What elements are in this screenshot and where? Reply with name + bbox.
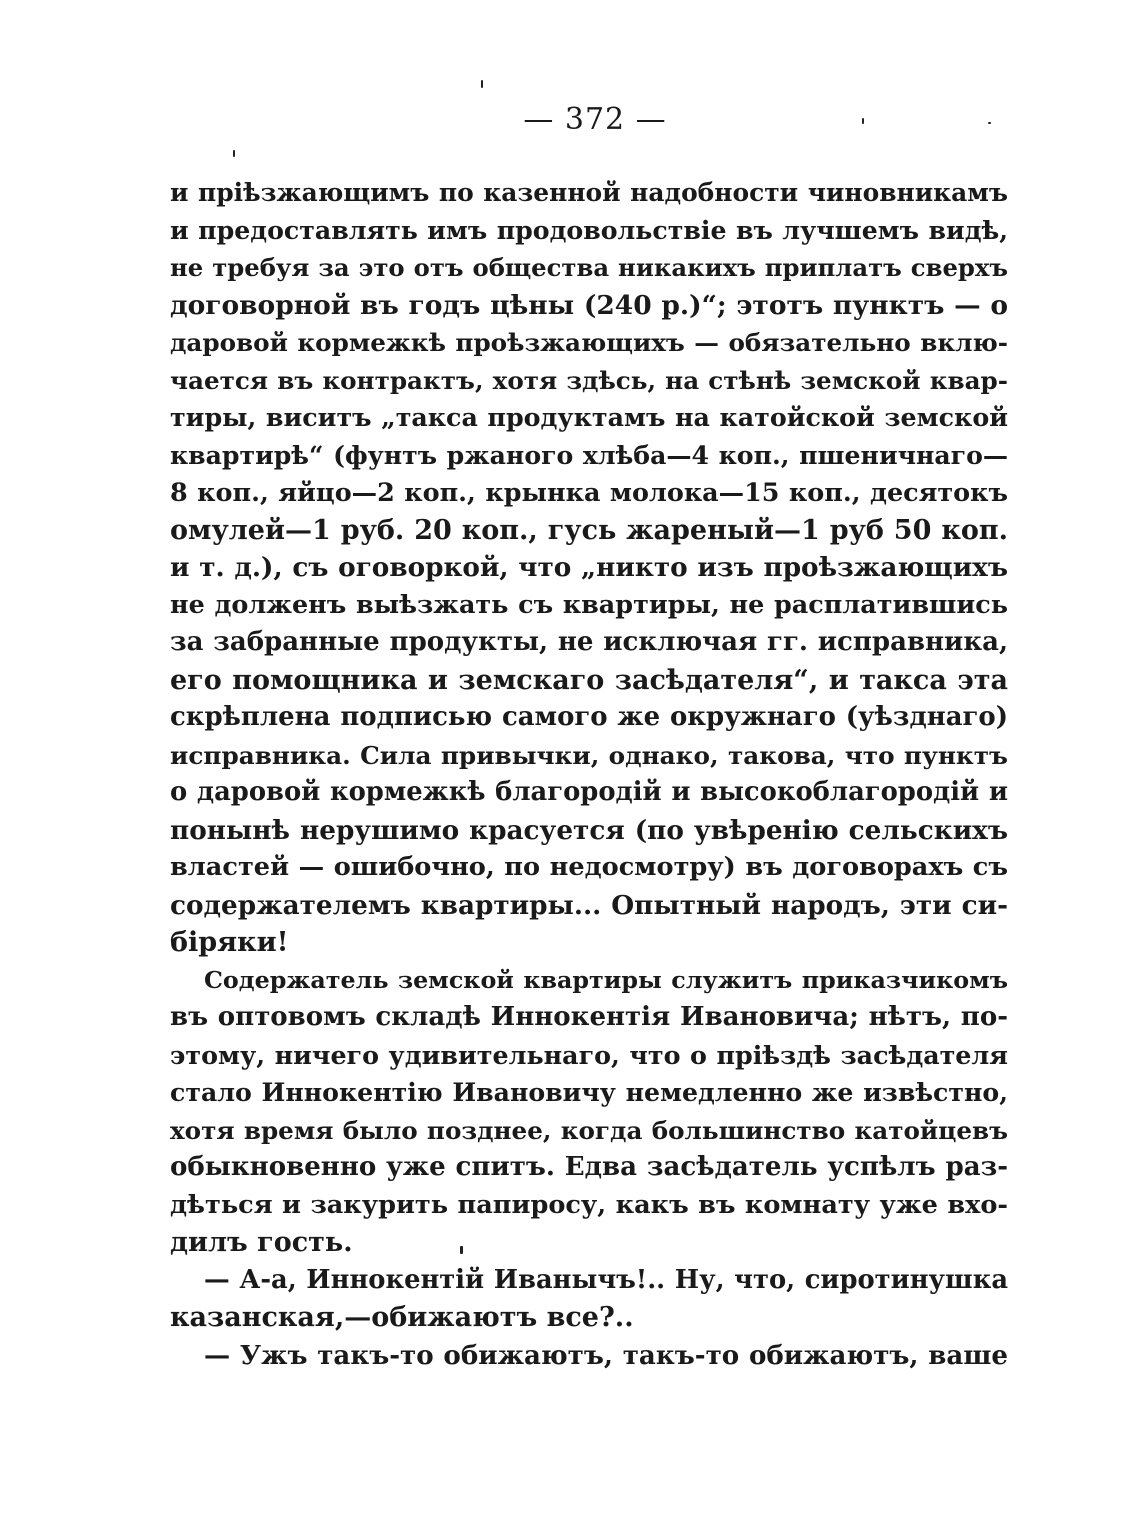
text-line: даровой кормежкѣ проѣзжающихъ — обязательно вклю-	[170, 328, 1008, 357]
text-line: содержателемъ квартиры... Опытный народъ, эти си-	[170, 889, 1008, 921]
text-line: не требуя за это отъ общества никакихъ приплатъ сверхъ	[170, 253, 1008, 282]
text-line: дѣться и закурить папиросу, какъ въ комнату уже вхо-	[170, 1189, 1008, 1220]
text-line: хотя время было позднее, когда большинство катойцевъ	[170, 1115, 1008, 1145]
text-line: біряки!	[170, 927, 289, 958]
text-line: этому, ничего удивительнаго, что о пріѣздѣ засѣдателя	[170, 1039, 1008, 1070]
text-line: договорной въ годъ цѣны (240 р.)“; этотъ пунктъ — о	[170, 289, 1008, 321]
text-line: и предоставлять имъ продовольствіе въ лучшемъ видѣ,	[170, 214, 1008, 245]
text-line: въ оптовомъ складѣ Иннокентія Ивановича; нѣтъ, по-	[170, 1002, 1008, 1032]
scan-speck	[233, 150, 235, 157]
text-line: квартирѣ“ (фунтъ ржаного хлѣба—4 коп., пшеничнаго—	[170, 439, 1008, 470]
scan-speck	[481, 80, 483, 88]
text-line: чается въ контрактъ, хотя здѣсь, на стѣнѣ земской квар-	[170, 365, 1008, 395]
text-line: омулей—1 руб. 20 коп., гусь жареный—1 руб 50 коп.	[170, 514, 1008, 546]
text-line: за забранные продукты, не исключая гг. исправника,	[170, 627, 1008, 657]
text-line: тиры, виситъ „такса продуктамъ на катойской земской	[170, 402, 1008, 432]
text-line: и пріѣзжающимъ по казенной надобности чиновникамъ	[170, 178, 1008, 207]
page-number: — 372 —	[523, 102, 667, 137]
text-line: обыкновенно уже спитъ. Едва засѣдатель успѣлъ раз-	[170, 1152, 1008, 1182]
text-line: дилъ гость.	[170, 1227, 353, 1258]
scan-speck	[460, 1246, 463, 1254]
scan-speck	[988, 122, 991, 124]
text-line: Содержатель земской квартиры служитъ приказчикомъ	[204, 965, 1008, 994]
scan-speck	[862, 118, 864, 124]
text-line: и т. д.), съ оговоркой, что „никто изъ проѣзжающихъ	[170, 552, 1008, 583]
text-line: — А-а, Иннокентій Иванычъ!.. Ну, что, сиротинушка	[204, 1264, 1008, 1295]
text-line: — Ужъ такъ-то обижаютъ, такъ-то обижаютъ, ваше	[204, 1339, 1008, 1371]
text-line: стало Иннокентію Ивановичу немедленно же извѣстно,	[170, 1077, 1008, 1107]
text-line: казанская,—обижаютъ все?..	[170, 1302, 634, 1333]
text-line: о даровой кормежкѣ благородій и высокоблагородій и	[170, 777, 1008, 807]
text-line: не долженъ выѣзжать съ квартиры, не расплатившись	[170, 589, 1008, 620]
text-line: исправника. Сила привычки, однако, такова, что пунктъ	[170, 740, 1008, 770]
text-line: властей — ошибочно, по недосмотру) въ договорахъ съ	[170, 852, 1008, 882]
text-line: его помощника и земскаго засѣдателя“, и такса эта	[170, 664, 1008, 696]
body-text	[170, 174, 1008, 1374]
text-line: скрѣплена подписью самого же окружнаго (уѣзднаго)	[170, 702, 1008, 732]
text-line: 8 коп., яйцо—2 коп., крынка молока—15 коп., десятокъ	[170, 477, 1008, 507]
text-line: понынѣ нерушимо красуется (по увѣренію сельскихъ	[170, 814, 1008, 846]
